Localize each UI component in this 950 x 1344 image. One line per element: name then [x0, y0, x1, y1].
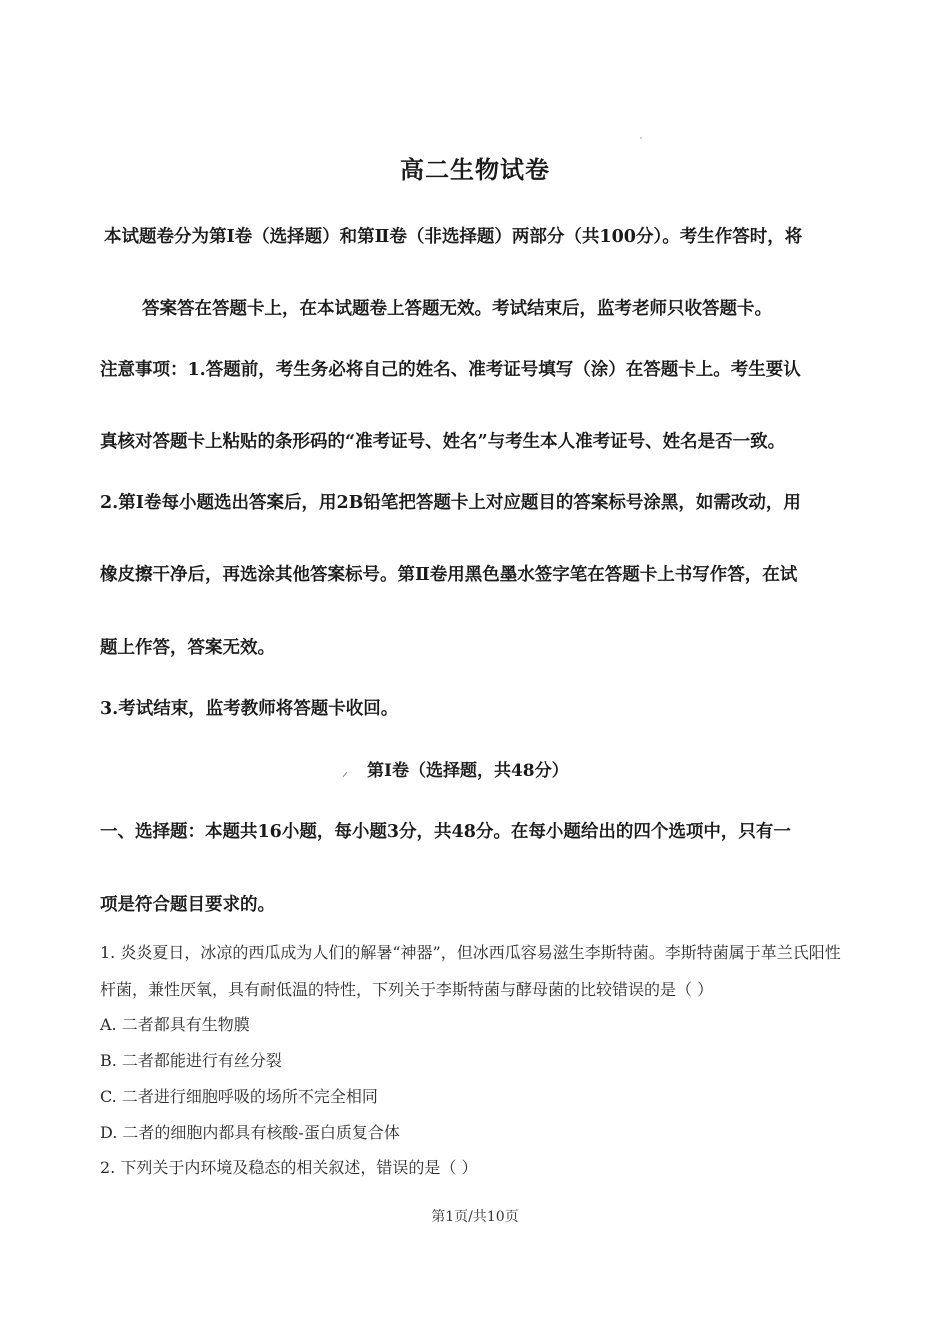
intro-line-2: 答案答在答题卡上，在本试题卷上答题无效。考试结束后，监考老师只收答题卡。: [142, 299, 772, 319]
question-1-option-a: A. 二者都具有生物膜: [100, 1015, 250, 1034]
notes-line-1: 注意事项：1.答题前，考生务必将自己的姓名、准考证号填写（涂）在答题卡上。考生要认: [100, 360, 801, 380]
intro-line-1: 本试题卷分为第Ⅰ卷（选择题）和第Ⅱ卷（非选择题）两部分（共100分）。考生作答时，将: [104, 227, 803, 247]
question-1-option-c: C. 二者进行细胞呼吸的场所不完全相同: [100, 1087, 378, 1106]
page-title: 高二生物试卷: [400, 155, 550, 184]
section1-line-2: 项是符合题目要求的。: [100, 895, 275, 915]
question-1-option-d: D. 二者的细胞内都具有核酸-蛋白质复合体: [100, 1123, 400, 1142]
notes-line-3: 2.第Ⅰ卷每小题选出答案后，用2B铅笔把答题卡上对应题目的答案标号涂黑，如需改动，用: [100, 493, 801, 513]
pen-mark: [343, 772, 348, 777]
notes-line-4: 橡皮擦干净后，再选涂其他答案标号。第Ⅱ卷用黑色墨水签字笔在答题卡上书写作答，在试: [100, 565, 798, 585]
section1-line-1: 一、选择题：本题共16小题，每小题3分，共48分。在每小题给出的四个选项中，只有一: [100, 822, 791, 842]
question-1-stem-line-2: 杆菌，兼性厌氧，具有耐低温的特性，下列关于李斯特菌与酵母菌的比较错误的是（ ）: [100, 980, 714, 999]
notes-line-5: 题上作答，答案无效。: [100, 638, 275, 658]
page-footer: 第1页/共10页: [431, 1209, 519, 1225]
question-1-stem-line-1: 1. 炎炎夏日，冰凉的西瓜成为人们的解暑“神器”，但冰西瓜容易滋生李斯特菌。李斯特菌属于革兰氏阳性: [100, 943, 841, 962]
notes-line-2: 真核对答题卡上粘贴的条形码的“准考证号、姓名”与考生本人准考证号、姓名是否一致。: [100, 432, 786, 452]
question-1-option-b: B. 二者都能进行有丝分裂: [100, 1051, 282, 1070]
notes-line-6: 3.考试结束，监考教师将答题卡收回。: [100, 699, 399, 719]
question-2-stem-line-1: 2. 下列关于内环境及稳态的相关叙述，错误的是（ ）: [100, 1158, 478, 1177]
part1-heading: 第Ⅰ卷（选择题，共48分）: [367, 761, 569, 781]
scan-speck: [640, 137, 642, 139]
